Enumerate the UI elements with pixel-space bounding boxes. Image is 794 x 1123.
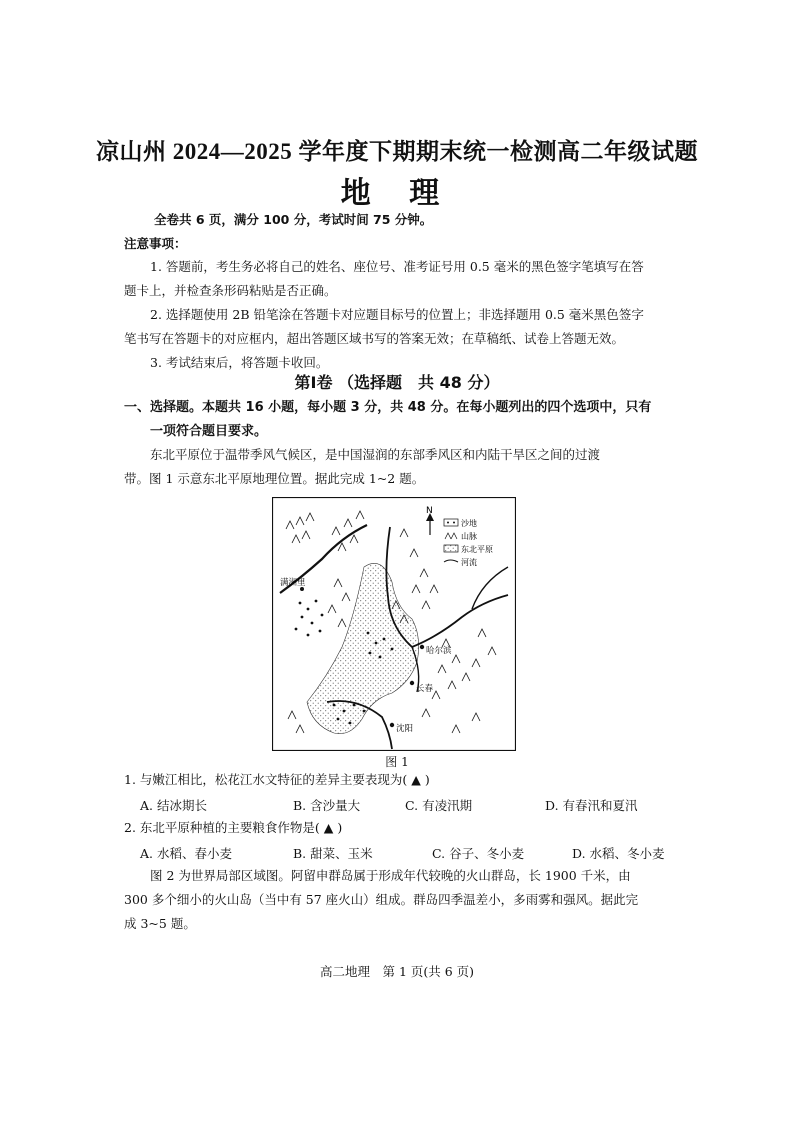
notice-1-line-2: 题卡上，并检查条形码粘贴是否正确。 [124, 283, 337, 298]
exam-summary: 全卷共 6 页，满分 100 分，考试时间 75 分钟。 [154, 212, 433, 227]
question-2-stem: 2. 东北平原种植的主要粮食作物是( ▲ ) [124, 820, 343, 835]
legend-mountain: 山脉 [461, 532, 477, 541]
q2-option-a[interactable]: A. 水稻、春小麦 [140, 846, 232, 861]
q1-option-d[interactable]: D. 有春汛和夏汛 [545, 798, 638, 813]
legend-river: 河流 [461, 558, 477, 567]
passage-1-line-2: 带。图 1 示意东北平原地理位置。据此完成 1~2 题。 [124, 471, 425, 486]
passage-2-line-3: 成 3~5 题。 [124, 916, 196, 931]
q2-option-c[interactable]: C. 谷子、冬小麦 [432, 846, 525, 861]
q2-option-d[interactable]: D. 水稻、冬小麦 [572, 846, 665, 861]
notice-1-line-1: 1. 答题前，考生务必将自己的姓名、座位号、准考证号用 0.5 毫米的黑色签字笔填写在答 [150, 259, 644, 274]
city-label-harbin: 哈尔滨 [426, 646, 452, 656]
passage-2-line-1: 图 2 为世界局部区域图。阿留申群岛属于形成年代较晚的火山群岛，长 1900 千米，由 [150, 868, 631, 883]
shenyang-dot [390, 723, 394, 727]
section-title: 第Ⅰ卷 （选择题 共 48 分） [294, 373, 500, 392]
passage-2-line-2: 300 多个细小的火山岛（当中有 57 座火山）组成。群岛四季温差小，多雨雾和强风。据此完 [124, 892, 639, 907]
notice-2-line-2: 笔书写在答题卡的对应框内，超出答题区域书写的答案无效；在草稿纸、试卷上答题无效。 [124, 331, 625, 346]
q1-option-a[interactable]: A. 结冰期长 [140, 798, 207, 813]
legend-sand: 沙地 [461, 519, 477, 528]
figure-1-caption: 图 1 [385, 755, 409, 769]
q2-option-b[interactable]: B. 甜菜、玉米 [293, 846, 373, 861]
passage-1-line-1: 东北平原位于温带季风气候区，是中国湿润的东部季风区和内陆干旱区之间的过渡 [150, 447, 601, 462]
city-label-manzhouli: 满洲里 [280, 578, 306, 588]
page-footer: 高二地理 第 1 页(共 6 页) [319, 964, 475, 979]
exam-title: 凉山州 2024—2025 学年度下期期末统一检测高二年级试题 [96, 139, 698, 164]
legend-plain: 东北平原 [461, 545, 493, 554]
q1-option-b[interactable]: B. 含沙量大 [293, 798, 361, 813]
part-instructions-line-2: 一项符合题目要求。 [150, 424, 268, 439]
q1-option-c[interactable]: C. 有凌汛期 [405, 798, 473, 813]
notice-heading: 注意事项： [124, 236, 187, 251]
changchun-dot [410, 681, 414, 685]
subject-title: 地 理 [340, 176, 454, 211]
harbin-dot [420, 645, 424, 649]
question-1-stem: 1. 与嫩江相比，松花江水文特征的差异主要表现为( ▲ ) [124, 772, 430, 787]
notice-2-line-1: 2. 选择题使用 2B 铅笔涂在答题卡对应题目标号的位置上；非选择题用 0.5 毫米黑色签字 [150, 307, 644, 322]
city-label-changchun: 长春 [416, 684, 434, 694]
part-instructions-line-1: 一、选择题。本题共 16 小题，每小题 3 分，共 48 分。在每小题列出的四个选项中，只有 [124, 400, 652, 415]
city-label-shenyang: 沈阳 [396, 724, 414, 734]
north-label: N [426, 506, 433, 516]
figure-1-map [272, 497, 516, 751]
notice-3: 3. 考试结束后，将答题卡收回。 [150, 355, 329, 370]
